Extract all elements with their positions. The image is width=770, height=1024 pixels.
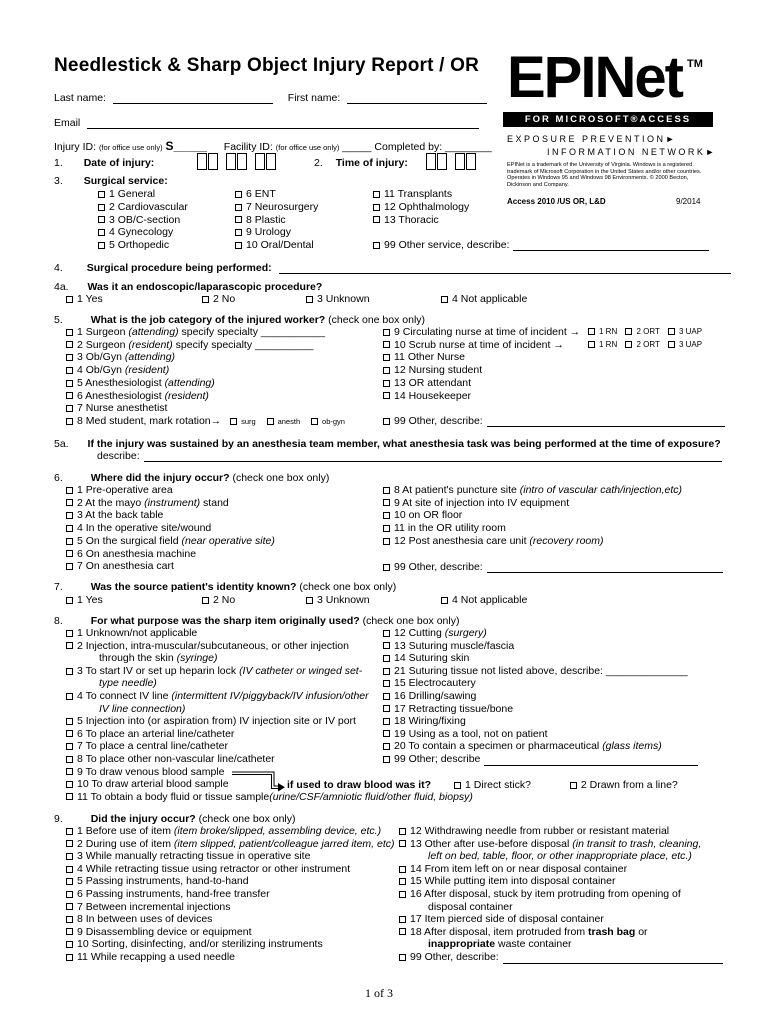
list-item-cont: IV line connection) <box>99 702 186 715</box>
q6-other[interactable]: 99 Other, describe: <box>383 561 723 573</box>
list-item[interactable]: 10 on OR floor <box>383 509 682 522</box>
q4a-opt-1[interactable]: 1 Yes <box>66 293 103 305</box>
q2-row <box>314 157 408 169</box>
q5a-label: If the injury was sustained by an anesthesia team member, what anesthesia task was being performed at the time of exposure? <box>87 438 721 450</box>
list-item[interactable]: 2 ORT <box>625 327 659 336</box>
list-item[interactable]: 7 Between incremental injections <box>66 901 395 914</box>
list-item[interactable]: 1 Pre-operative area <box>66 484 275 497</box>
page-title: Needlestick & Sharp Object Injury Report / OR <box>54 55 479 76</box>
q5-left <box>66 326 345 429</box>
list-item[interactable]: 5 Anesthesiologist (attending) <box>66 377 345 390</box>
q3-other[interactable]: 99 Other service, describe: <box>373 239 709 251</box>
email-field[interactable] <box>87 128 479 129</box>
list-item[interactable]: 9 To draw venous blood sample <box>66 766 473 779</box>
logo-text: EPINet <box>507 45 682 110</box>
q2-num: 2. <box>314 157 323 169</box>
list-item[interactable]: 9 Circulating nurse at time of incident → <box>383 326 580 339</box>
list-item[interactable]: 7 Nurse anesthetist <box>66 402 345 415</box>
list-item[interactable]: 14 Housekeeper <box>383 390 580 403</box>
list-item[interactable]: 4 While retracting tissue using retractor or other instrument <box>66 863 395 876</box>
q9-left <box>66 825 395 964</box>
q6-left <box>66 484 275 573</box>
q4-field[interactable] <box>279 273 731 274</box>
list-item[interactable]: 17 Item pierced side of disposal container <box>399 913 723 926</box>
list-item[interactable]: 5 Passing instruments, hand-to-hand <box>66 875 395 888</box>
last-name-label: Last name: <box>54 92 106 104</box>
list-item[interactable]: 1 Surgeon (attending) specify specialty ___________ <box>66 326 345 339</box>
list-item[interactable]: 99 Other; describe <box>383 753 698 766</box>
list-item[interactable]: 1 RN <box>588 340 617 349</box>
list-item[interactable]: 6 Passing instruments, hand-free transfer <box>66 888 395 901</box>
q2-label: Time of injury: <box>335 157 408 169</box>
q8-row <box>54 615 459 627</box>
list-item[interactable]: 2 ORT <box>625 340 659 349</box>
list-item[interactable]: 3 UAP <box>668 327 702 336</box>
list-item[interactable]: 8 Med student, mark rotation→ surg anesth ob-gyn <box>66 415 345 429</box>
facility-id-label: Facility ID: <box>223 141 273 153</box>
list-item[interactable]: 17 Retracting tissue/bone <box>383 703 698 716</box>
list-item[interactable]: 1 General <box>98 188 188 201</box>
q7-num: 7. <box>54 581 63 593</box>
q9-hint: (check one box only) <box>198 813 296 825</box>
page-number: 1 of 3 <box>365 986 393 1000</box>
q4a-opt-2[interactable]: 2 No <box>202 293 235 305</box>
q4a-label: Was it an endoscopic/laparascopic procedure? <box>87 281 323 293</box>
list-item[interactable]: 16 After disposal, stuck by item protruding from opening of <box>399 888 723 901</box>
logo-legal: EPINet is a trademark of the University of Virginia. Windows is a registered trademark of Microsoft Corporation in the United States and/or other countries. Operates in Windows 95 and Windows 98 Environments. © 2000 Becton, Dickinson and Company. <box>507 162 702 188</box>
list-item-cont: disposal container <box>428 900 513 913</box>
list-item-cont: left on bed, table, floor, or other inappropriate place, etc.) <box>428 850 692 863</box>
list-item[interactable]: 7 To place a central line/catheter <box>66 740 473 753</box>
time-boxes[interactable] <box>426 153 477 170</box>
list-item[interactable]: 6 ENT <box>235 188 318 201</box>
bracket-arrow-icon <box>230 770 286 792</box>
list-item[interactable]: 6 On anesthesia machine <box>66 548 275 561</box>
q6-hint: (check one box only) <box>232 472 330 484</box>
q7-opt-3[interactable]: 3 Unknown <box>306 594 370 606</box>
q8-right <box>383 627 698 766</box>
q1-row <box>54 157 154 169</box>
list-item[interactable]: 3 At the back table <box>66 509 275 522</box>
from-line-option[interactable]: 2 Drawn from a line? <box>570 779 678 791</box>
q4-row <box>54 262 731 274</box>
list-item[interactable]: 99 Other, describe: <box>399 951 723 964</box>
list-item[interactable]: 12 Cutting (surgery) <box>383 627 698 640</box>
q4-label: Surgical procedure being performed: <box>86 262 272 274</box>
list-item[interactable]: 3 While manually retracting tissue in operative site <box>66 850 395 863</box>
list-item[interactable]: 5 Orthopedic <box>98 239 188 252</box>
list-item[interactable]: 10 Sorting, disinfecting, and/or sterilizing instruments <box>66 938 395 951</box>
list-item[interactable]: 11 While recapping a used needle <box>66 951 395 964</box>
list-item[interactable]: 18 Wiring/fixing <box>383 715 698 728</box>
q7-row <box>54 581 396 593</box>
q4a-opt-4[interactable]: 4 Not applicable <box>441 293 527 305</box>
list-item[interactable]: 8 In between uses of devices <box>66 913 395 926</box>
q8-blood-draw: if used to draw blood was it? 1 Direct stick? 2 Drawn from a line? <box>287 779 678 791</box>
list-item[interactable]: 6 To place an arterial line/catheter <box>66 728 473 741</box>
q5-label: What is the job category of the injured worker? <box>90 314 326 326</box>
list-item-cont: inappropriate waste container <box>428 938 572 951</box>
q7-hint: (check one box only) <box>299 581 397 593</box>
list-item[interactable]: 16 Drilling/sawing <box>383 690 698 703</box>
list-item[interactable]: 8 At patient's puncture site (intro of vascular cath/injection,etc) <box>383 484 682 497</box>
q5-num: 5. <box>54 314 63 326</box>
q6-num: 6. <box>54 472 63 484</box>
access-version: Access 2010 /US OR, L&D <box>507 197 606 206</box>
list-item[interactable]: 12 Ophthalmology <box>373 201 469 214</box>
q5-hint: (check one box only) <box>328 314 426 326</box>
list-item[interactable]: 11 Transplants <box>373 188 469 201</box>
logo-line2: INFORMATION NETWORK► <box>547 147 717 157</box>
q4-num: 4. <box>54 262 63 274</box>
q1-label: Date of injury: <box>83 157 155 169</box>
list-item[interactable]: 13 Thoracic <box>373 214 469 227</box>
list-item[interactable]: 13 Suturing muscle/fascia <box>383 640 698 653</box>
list-item[interactable]: 2 Cardiovascular <box>98 201 188 214</box>
list-item[interactable]: 2 Injection, intra-muscular/subcutaneous, or other injection <box>66 640 473 653</box>
q7-label: Was the source patient's identity known? <box>90 581 297 593</box>
q9-label: Did the injury occur? <box>90 813 196 825</box>
list-item[interactable]: 8 Plastic <box>235 214 318 227</box>
list-item[interactable]: 10 To draw arterial blood sample <box>66 778 473 791</box>
q5a-describe[interactable]: describe: <box>97 450 722 462</box>
form-date: 9/2014 <box>676 197 701 206</box>
q5-rn-options <box>588 326 702 351</box>
q9-row <box>54 813 296 825</box>
q6-row <box>54 472 329 484</box>
list-item[interactable]: 18 After disposal, item protruded from trash bag or <box>399 926 723 939</box>
list-item[interactable]: 7 On anesthesia cart <box>66 560 275 573</box>
list-item[interactable]: 5 On the surgical field (near operative site) <box>66 535 275 548</box>
logo-bar: FOR MICROSOFT®ACCESS <box>503 112 713 127</box>
list-item[interactable]: 3 OB/C-section <box>98 214 188 227</box>
list-item[interactable]: 13 OR attendant <box>383 377 580 390</box>
q3-row <box>54 175 168 187</box>
list-item[interactable]: 1 Before use of item (item broke/slipped, assembling device, etc.) <box>66 825 395 838</box>
list-item[interactable]: 15 Electrocautery <box>383 677 698 690</box>
list-item[interactable]: 4 Gynecology <box>98 226 188 239</box>
q3-col2 <box>235 188 318 252</box>
list-item[interactable]: 10 Oral/Dental <box>235 239 318 252</box>
list-item[interactable]: 11 in the OR utility room <box>383 522 682 535</box>
q6-label: Where did the injury occur? <box>90 472 230 484</box>
q3-col1 <box>98 188 188 252</box>
q4a-opt-3[interactable]: 3 Unknown <box>306 293 370 305</box>
last-name-field[interactable] <box>113 103 273 104</box>
logo-tm: TM <box>687 58 703 70</box>
office-use-note: (for office use only) <box>98 143 163 152</box>
list-item[interactable]: 2 Surgeon (resident) specify specialty __________ <box>66 339 345 352</box>
list-item[interactable]: 19 Using as a tool, not on patient <box>383 728 698 741</box>
list-item[interactable]: 4 In the operative site/wound <box>66 522 275 535</box>
q4a-row <box>54 281 322 293</box>
q7-opt-4[interactable]: 4 Not applicable <box>441 594 527 606</box>
q3-label: Surgical service: <box>83 175 168 187</box>
list-item[interactable]: 14 From item left on or near disposal container <box>399 863 723 876</box>
email-row <box>54 117 479 129</box>
q3-num: 3. <box>54 175 63 187</box>
direct-stick-option[interactable]: 1 Direct stick? <box>454 779 531 791</box>
list-item[interactable]: 12 Withdrawing needle from rubber or resistant material <box>399 825 723 838</box>
last-name-row <box>54 92 487 104</box>
list-item[interactable]: 20 To contain a specimen or pharmaceutical (glass items) <box>383 740 698 753</box>
q5-row <box>54 314 425 326</box>
list-item[interactable]: 12 Nursing student <box>383 364 580 377</box>
list-item-cont: through the skin (syringe) <box>99 652 218 665</box>
list-item[interactable]: 9 At site of injection into IV equipment <box>383 497 682 510</box>
id-row <box>54 139 492 153</box>
q5a-row <box>54 438 721 450</box>
q5a-num: 5a. <box>54 438 69 450</box>
q8-label: For what purpose was the sharp item originally used? <box>90 615 360 627</box>
list-item[interactable]: 3 Ob/Gyn (attending) <box>66 351 345 364</box>
list-item[interactable]: 21 Suturing tissue not listed above, describe: ______________ <box>383 665 698 678</box>
q9-right <box>399 825 723 964</box>
list-item[interactable]: 6 Anesthesiologist (resident) <box>66 390 345 403</box>
list-item[interactable]: 14 Suturing skin <box>383 652 698 665</box>
q7-opt-1[interactable]: 1 Yes <box>66 594 103 606</box>
list-item[interactable]: 9 Disassembling device or equipment <box>66 926 395 939</box>
list-item[interactable]: 7 Neurosurgery <box>235 201 318 214</box>
q5-other[interactable]: 99 Other, describe: <box>383 415 725 427</box>
q3-col3 <box>373 188 469 226</box>
list-item[interactable]: 1 Unknown/not applicable <box>66 627 473 640</box>
q4a-num: 4a. <box>54 281 69 293</box>
list-item[interactable]: 4 Ob/Gyn (resident) <box>66 364 345 377</box>
injury-id-label: Injury ID: <box>54 141 97 153</box>
date-boxes[interactable] <box>197 153 277 170</box>
list-item[interactable]: 3 To start IV or set up heparin lock (IV catheter or winged set- <box>66 665 473 678</box>
list-item[interactable]: 11 To obtain a body fluid or tissue sample(urine/CSF/amniotic fluid/other fluid, biopsy) <box>66 791 473 804</box>
q5-right <box>383 326 580 402</box>
list-item[interactable]: 11 Other Nurse <box>383 351 580 364</box>
logo-line1: EXPOSURE PREVENTION► <box>507 134 677 144</box>
list-item[interactable]: 12 Post anesthesia care unit (recovery room) <box>383 535 682 548</box>
list-item[interactable]: 13 Other after use-before disposal (in transit to trash, cleaning, <box>399 838 723 851</box>
q8-hint: (check one box only) <box>362 615 460 627</box>
list-item[interactable]: 8 To place other non-vascular line/catheter <box>66 753 473 766</box>
email-label: Email <box>54 117 81 129</box>
list-item[interactable]: 15 While putting item into disposal container <box>399 875 723 888</box>
list-item[interactable]: 2 At the mayo (instrument) stand <box>66 497 275 510</box>
q7-opt-2[interactable]: 2 No <box>202 594 235 606</box>
first-name-label: First name: <box>287 92 341 104</box>
list-item-cont: type needle) <box>99 677 157 690</box>
list-item[interactable]: 10 Scrub nurse at time of incident → <box>383 339 580 352</box>
list-item[interactable]: 5 Injection into (or aspiration from) IV injection site or IV port <box>66 715 473 728</box>
q8-num: 8. <box>54 615 63 627</box>
facility-completed-by[interactable]: _____ Completed by: ________ <box>342 141 492 153</box>
list-item[interactable]: 9 Urology <box>235 226 318 239</box>
office-use-note-2: (for office use only) <box>275 143 340 152</box>
list-item[interactable]: 3 UAP <box>668 340 702 349</box>
first-name-field[interactable] <box>347 103 487 104</box>
q9-num: 9. <box>54 813 63 825</box>
list-item[interactable]: 2 During use of item (item slipped, patient/colleague jarred item, etc) <box>66 838 395 851</box>
q1-num: 1. <box>54 157 63 169</box>
list-item[interactable]: 4 To connect IV line (intermittent IV/piggyback/IV infusion/other <box>66 690 473 703</box>
injury-id-field[interactable]: S_____ <box>165 139 207 153</box>
q6-right <box>383 484 682 548</box>
list-item[interactable]: 1 RN <box>588 327 617 336</box>
